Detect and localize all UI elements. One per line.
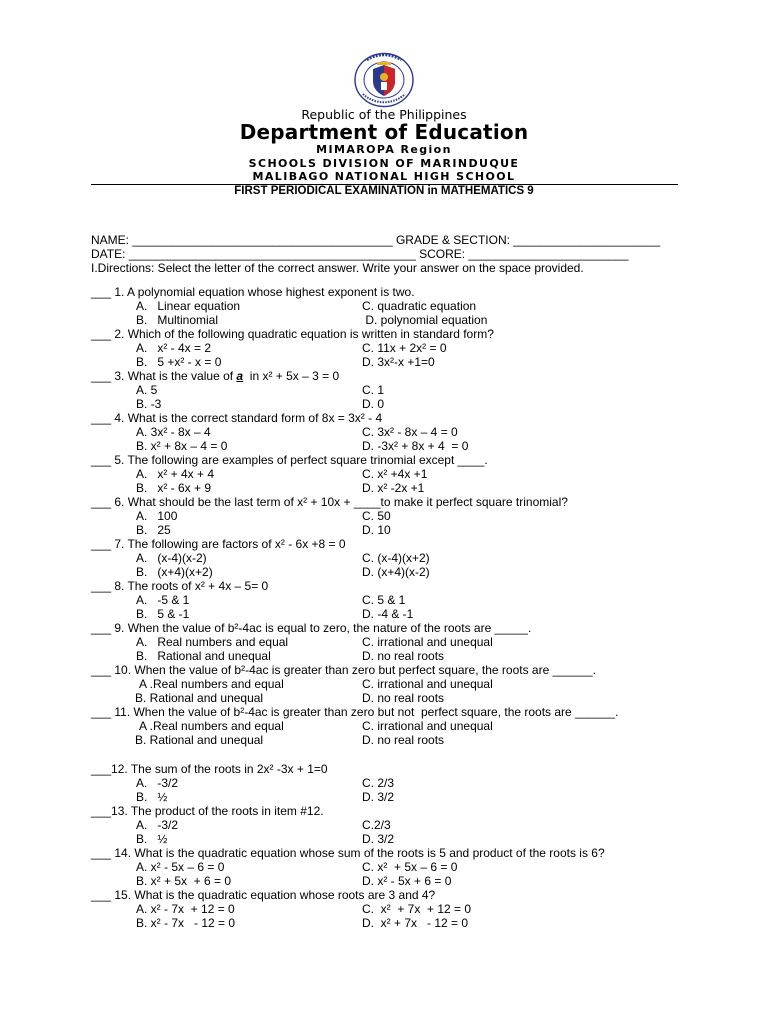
question-1: ___ 1. A polynomial equation whose highest exponent is two. — [91, 285, 415, 299]
q11-option-d: D. no real roots — [362, 733, 445, 747]
region-label: MIMAROPA Region — [316, 143, 452, 156]
q11-option-a: A .Real numbers and equal — [139, 719, 284, 733]
q3-option-d: D. 0 — [362, 397, 385, 411]
q2-option-c: C. 11x + 2x² = 0 — [362, 341, 447, 355]
q5-option-a: A. x² + 4x + 4 — [136, 467, 215, 481]
q3-variable: a — [236, 369, 244, 383]
q13-option-d: D. 3/2 — [362, 832, 395, 846]
question-4: ___ 4. What is the correct standard form of 8x = 3x² - 4 — [91, 411, 383, 425]
q11-option-c: C. irrational and unequal — [362, 719, 493, 733]
q4-option-d: D. -3x² + 8x + 4 = 0 — [362, 439, 469, 453]
q9-option-d: D. no real roots — [362, 649, 445, 663]
q1-option-c: C. quadratic equation — [362, 299, 477, 313]
question-15: ___ 15. What is the quadratic equation whose roots are 3 and 4? — [91, 888, 436, 902]
q13-option-a: A. -3/2 — [136, 818, 179, 832]
q13-option-b: B. ½ — [136, 832, 168, 846]
question-2: ___ 2. Which of the following quadratic equation is written in standard form? — [91, 327, 494, 341]
q14-option-d: D. x² - 5x + 6 = 0 — [362, 874, 452, 888]
q6-option-c: C. 50 — [362, 509, 391, 523]
q1-option-d: D. polynomial equation — [362, 313, 488, 327]
question-10: ___ 10. When the value of b²-4ac is greater than zero but perfect square, the roots are ______. — [91, 663, 596, 677]
q8-option-d: D. -4 & -1 — [362, 607, 414, 621]
name-grade-line: NAME: _______________________________________ GRADE & SECTION: ______________________ — [91, 233, 661, 247]
q8-option-b: B. 5 & -1 — [136, 607, 190, 621]
q2-option-d: D. 3x²-x +1=0 — [362, 355, 435, 369]
q3-option-b: B. -3 — [136, 397, 162, 411]
q3-text-post: in x² + 5x – 3 = 0 — [243, 369, 340, 383]
question-11: ___ 11. When the value of b²-4ac is greater than zero but not perfect square, the roots are ______. — [91, 705, 619, 719]
q14-option-c: C. x² + 5x – 6 = 0 — [362, 860, 458, 874]
q4-option-a: A. 3x² - 8x – 4 — [136, 425, 211, 439]
q15-option-d: D. x² + 7x - 12 = 0 — [362, 916, 469, 930]
q14-option-b: B. x² + 5x + 6 = 0 — [136, 874, 232, 888]
q12-option-d: D. 3/2 — [362, 790, 395, 804]
q4-option-b: B. x² + 8x – 4 = 0 — [136, 439, 228, 453]
q9-option-b: B. Rational and unequal — [136, 649, 271, 663]
q15-option-c: C. x² + 7x + 12 = 0 — [362, 902, 472, 916]
q7-option-a: A. (x-4)(x-2) — [136, 551, 207, 565]
q3-option-a: A. 5 — [136, 383, 158, 397]
q8-option-c: C. 5 & 1 — [362, 593, 406, 607]
q6-option-a: A. 100 — [136, 509, 178, 523]
deped-seal-logo — [353, 52, 415, 108]
q12-option-c: C. 2/3 — [362, 776, 395, 790]
q9-option-a: A. Real numbers and equal — [136, 635, 289, 649]
exam-title: FIRST PERIODICAL EXAMINATION in MATHEMATICS 9 — [234, 185, 534, 197]
question-13: ___13. The product of the roots in item #12. — [91, 804, 324, 818]
division-label: SCHOOLS DIVISION OF MARINDUQUE — [248, 157, 520, 170]
q15-option-a: A. x² - 7x + 12 = 0 — [136, 902, 235, 916]
q10-option-b: B. Rational and unequal — [135, 691, 264, 705]
q3-option-c: C. 1 — [362, 383, 385, 397]
q8-option-a: A. -5 & 1 — [136, 593, 190, 607]
question-5: ___ 5. The following are examples of perfect square trinomial except ____. — [91, 453, 488, 467]
q10-option-c: C. irrational and unequal — [362, 677, 493, 691]
question-8: ___ 8. The roots of x² + 4x – 5= 0 — [91, 579, 269, 593]
q13-option-c: C.2/3 — [362, 818, 391, 832]
directions: I.Directions: Select the letter of the correct answer. Write your answer on the space provided. — [91, 261, 584, 275]
question-3 — [91, 369, 339, 383]
q15-option-b: B. x² - 7x - 12 = 0 — [136, 916, 236, 930]
question-14: ___ 14. What is the quadratic equation whose sum of the roots is 5 and product of the roots is 6? — [91, 846, 605, 860]
q6-option-b: B. 25 — [136, 523, 171, 537]
q2-option-a: A. x² - 4x = 2 — [136, 341, 212, 355]
q7-option-c: C. (x-4)(x+2) — [362, 551, 430, 565]
republic-label: Republic of the Philippines — [301, 107, 467, 122]
q7-option-b: B. (x+4)(x+2) — [136, 565, 213, 579]
q2-option-b: B. 5 +x² - x = 0 — [136, 355, 222, 369]
q1-option-a: A. Linear equation — [136, 299, 241, 313]
q14-option-a: A. x² - 5x – 6 = 0 — [136, 860, 225, 874]
q9-option-c: C. irrational and unequal — [362, 635, 493, 649]
q4-option-c: C. 3x² - 8x – 4 = 0 — [362, 425, 458, 439]
q12-option-a: A. -3/2 — [136, 776, 179, 790]
q5-option-c: C. x² +4x +1 — [362, 467, 428, 481]
q10-option-d: D. no real roots — [362, 691, 445, 705]
question-12: ___12. The sum of the roots in 2x² -3x + 1=0 — [91, 762, 328, 776]
question-7: ___ 7. The following are factors of x² - 6x +8 = 0 — [91, 537, 346, 551]
q3-text-pre: ___ 3. What is the value of — [91, 369, 237, 383]
date-score-line: DATE: ___________________________________________ SCORE: ________________________ — [91, 247, 629, 261]
q7-option-d: D. (x+4)(x-2) — [362, 565, 430, 579]
q10-option-a: A .Real numbers and equal — [139, 677, 284, 691]
school-label: MALIBAGO NATIONAL HIGH SCHOOL — [252, 170, 516, 183]
q5-option-d: D. x² -2x +1 — [362, 481, 425, 495]
department-title: Department of Education — [239, 120, 529, 144]
q1-option-b: B. Multinomial — [136, 313, 219, 327]
question-6: ___ 6. What should be the last term of x² + 10x + ____to make it perfect square trinomial? — [91, 495, 568, 509]
q5-option-b: B. x² - 6x + 9 — [136, 481, 212, 495]
q11-option-b: B. Rational and unequal — [135, 733, 264, 747]
question-9: ___ 9. When the value of b²-4ac is equal to zero, the nature of the roots are _____. — [91, 621, 532, 635]
q12-option-b: B. ½ — [136, 790, 168, 804]
q6-option-d: D. 10 — [362, 523, 391, 537]
